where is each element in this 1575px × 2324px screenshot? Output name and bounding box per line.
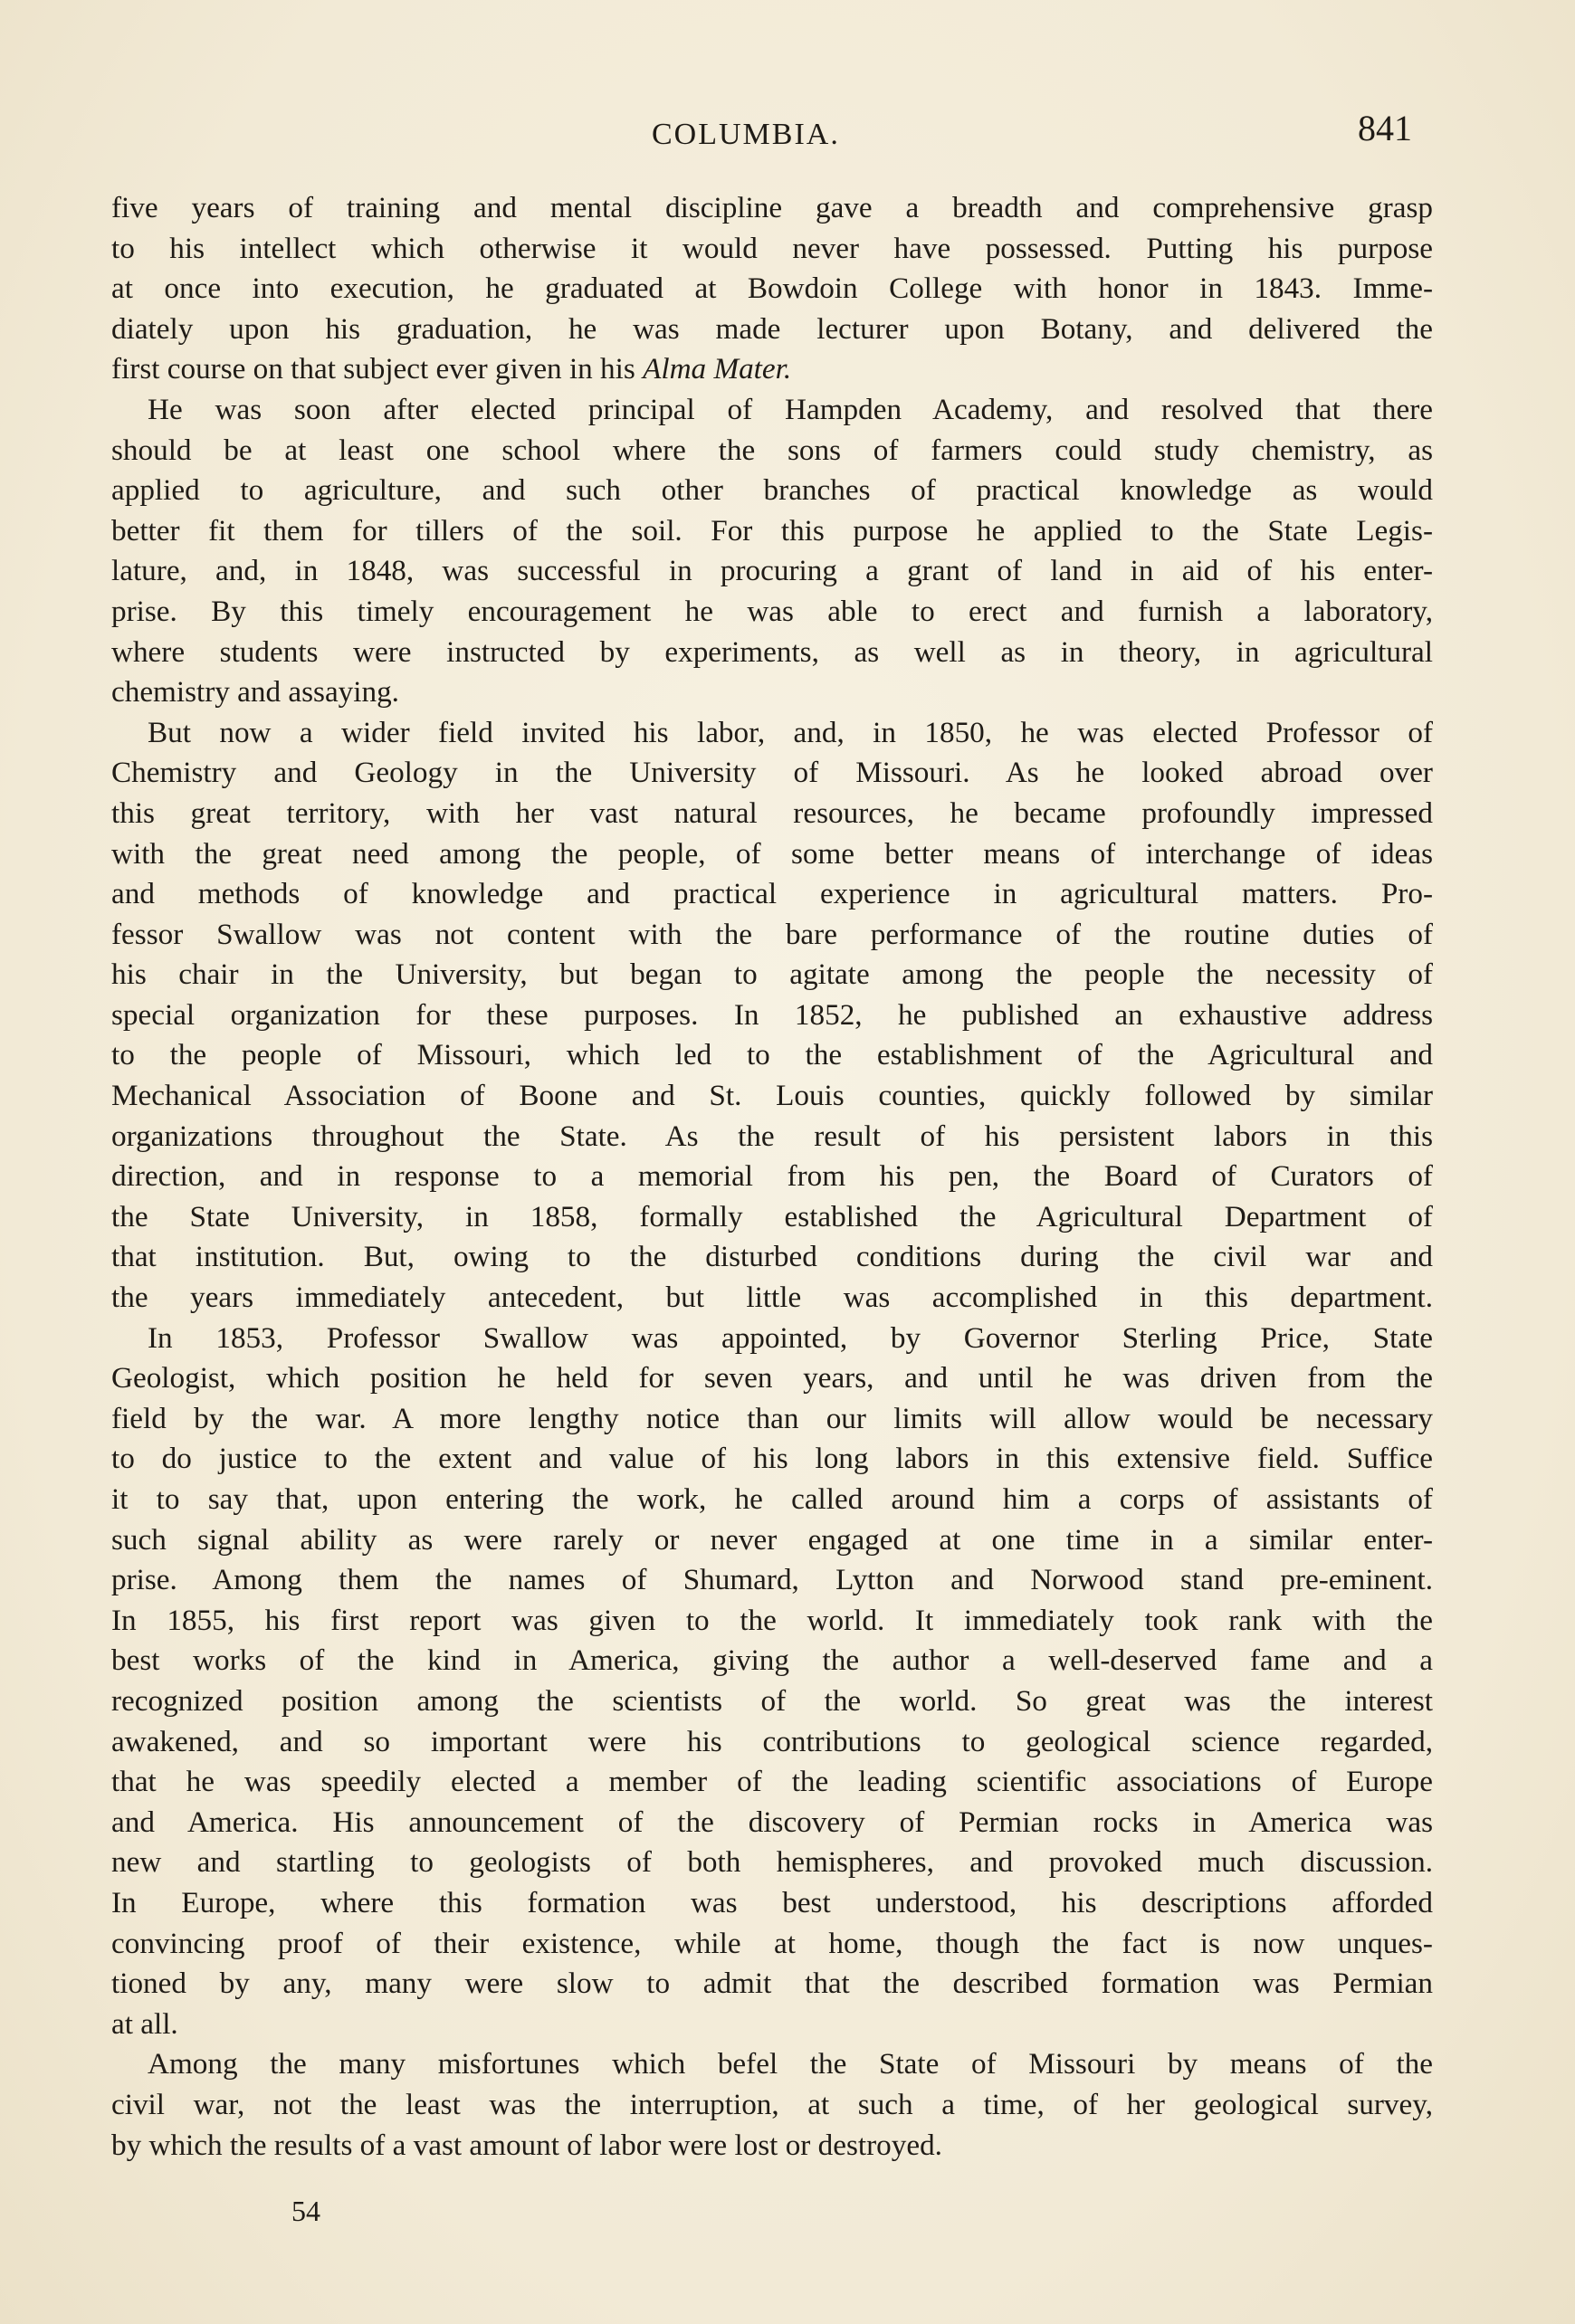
text-line: He was soon after elected principal of Hampden Academy, and resolved that there — [148, 392, 1433, 426]
text-line: with the great need among the people, of some better means of interchange of ideas — [111, 836, 1433, 871]
text-line: convincing proof of their existence, while at home, though the fact is now unques- — [111, 1926, 1433, 1960]
text-line: that he was speedily elected a member of the leading scientific associations of Europe — [111, 1765, 1433, 1799]
text-line: Mechanical Association of Boone and St. Louis counties, quickly followed by similar — [111, 1079, 1433, 1113]
text-line — [111, 349, 1433, 390]
text-line: should be at least one school where the sons of farmers could study chemistry, as — [111, 433, 1433, 467]
text-line: In 1855, his first report was given to the world. It immediately took rank with the — [111, 1603, 1433, 1637]
page-number: 841 — [1358, 108, 1412, 148]
text-line: applied to agriculture, and such other branches of practical knowledge as would — [111, 473, 1433, 508]
text-line: civil war, not the least was the interruption, at such a time, of her geological survey, — [111, 2087, 1433, 2121]
text-line: awakened, and so important were his contributions to geological science regarded, — [111, 1724, 1433, 1758]
text-line: tioned by any, many were slow to admit that the described formation was Permian — [111, 1967, 1433, 2001]
text-line: chemistry and assaying. — [111, 675, 399, 710]
text-line: direction, and in response to a memorial from his pen, the Board of Curators of — [111, 1159, 1433, 1194]
text-line: such signal ability as were rarely or never engaged at one time in a similar enter- — [111, 1522, 1433, 1557]
text-line: Geologist, which position he held for seven years, and until he was driven from the — [111, 1361, 1433, 1395]
text-line: organizations throughout the State. As the result of his persistent labors in this — [111, 1119, 1433, 1153]
text-line: his chair in the University, but began to agitate among the people the necessity of — [111, 957, 1433, 992]
text-line: special organization for these purposes. In 1852, he published an exhaustive address — [111, 997, 1433, 1032]
text-line: In 1853, Professor Swallow was appointed, by Governor Sterling Price, State — [148, 1320, 1433, 1355]
text-line: In Europe, where this formation was best understood, his descriptions afforded — [111, 1885, 1433, 1919]
text-line: and America. His announcement of the discovery of Permian rocks in America was — [111, 1805, 1433, 1839]
text-line: it to say that, upon entering the work, he called around him a corps of assistants of — [111, 1482, 1433, 1516]
text-line: field by the war. A more lengthy notice than our limits will allow would be necessary — [111, 1401, 1433, 1435]
text-line: prise. Among them the names of Shumard, Lytton and Norwood stand pre-eminent. — [111, 1563, 1433, 1597]
text-line: recognized position among the scientists of the world. So great was the interest — [111, 1683, 1433, 1718]
text-line: to the people of Missouri, which led to the establishment of the Agricultural and — [111, 1038, 1433, 1072]
text-line: where students were instructed by experiments, as well as in theory, in agricultural — [111, 634, 1433, 669]
text-line: lature, and, in 1848, was successful in procuring a grant of land in aid of his enter- — [111, 554, 1433, 588]
text-line: to his intellect which otherwise it would never have possessed. Putting his purpose — [111, 231, 1433, 265]
text-line: by which the results of a vast amount of labor were lost or destroyed. — [111, 2128, 942, 2162]
text-line: Among the many misfortunes which befel the State of Missouri by means of the — [148, 2047, 1433, 2081]
text-line: that institution. But, owing to the disturbed conditions during the civil war and — [111, 1240, 1433, 1274]
text-line: best works of the kind in America, giving the author a well-deserved fame and a — [111, 1643, 1433, 1678]
text-line: fessor Swallow was not content with the bare performance of the routine duties of — [111, 917, 1433, 951]
text-line: the years immediately antecedent, but little was accomplished in this department. — [111, 1281, 1433, 1315]
text-line: to do justice to the extent and value of his long labors in this extensive field. Suffice — [111, 1442, 1433, 1476]
text-line: prise. By this timely encouragement he was able to erect and furnish a laboratory, — [111, 594, 1433, 628]
text-line: at once into execution, he graduated at Bowdoin College with honor in 1843. Imme- — [111, 271, 1433, 306]
text-line: and methods of knowledge and practical experience in agricultural matters. Pro- — [111, 877, 1433, 911]
text-line: better fit them for tillers of the soil. For this purpose he applied to the State Legis- — [111, 513, 1433, 548]
text-line: Chemistry and Geology in the University of Missouri. As he looked abroad over — [111, 756, 1433, 790]
text-line: five years of training and mental discipline gave a breadth and comprehensive grasp — [111, 191, 1433, 224]
text-line: this great territory, with her vast natural resources, he became profoundly impressed — [111, 795, 1433, 830]
text-line: at all. — [111, 2006, 178, 2041]
text-line: diately upon his graduation, he was made lecturer upon Botany, and delivered the — [111, 311, 1433, 346]
text-line: new and startling to geologists of both hemispheres, and provoked much discussion. — [111, 1845, 1433, 1880]
text-line-part: first course on that subject ever given in his — [111, 352, 644, 386]
signature-mark: 54 — [291, 2195, 320, 2227]
body-text — [111, 188, 1433, 2166]
running-head: COLUMBIA. — [652, 118, 840, 151]
italic-title: Alma Mater. — [643, 352, 792, 386]
text-line: But now a wider field invited his labor, and, in 1850, he was elected Professor of — [148, 715, 1433, 749]
text-line: the State University, in 1858, formally established the Agricultural Department of — [111, 1199, 1433, 1233]
